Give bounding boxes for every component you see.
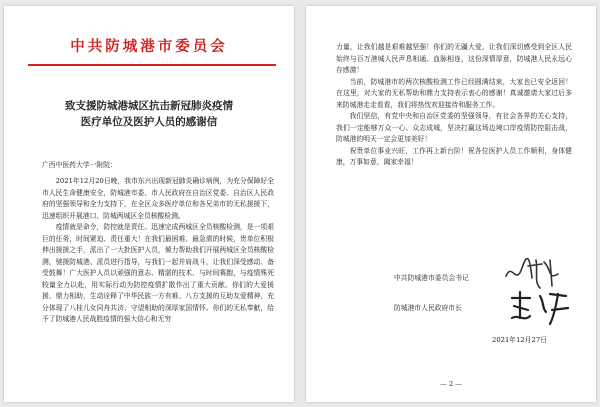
- page-number: — 2 —: [439, 380, 463, 388]
- letter-body-page-1: [42, 176, 274, 326]
- letter-title: [4, 98, 294, 130]
- paragraph: 疫情就是命令，防控就是责任。迅速完成两城区全员核酸检测，是一项艰巨的任务，时间紧迫、责任重大！在我们最困难、最急需的时候，贵单位积极伸出援援之手，派出了一大批医护人员，倾力帮助我们开展两城区全员核酸检测，驰援防城港、派员进行指导，与我们一起并肩战斗，让我们深受感动、备受鼓舞！广大医护人员以顽强的意志、精湛的技术、与时间赛跑，与疫情殊死较量全力以赴，用实际行动为防控疫情扩散作出了重大贡献。你们的大爱援援、鼎力相助，生动诠释了中华民族一方有难、八方支援的互助友爱精神，充分体现了八桂儿女同舟共济、守望相助的深厚家国情怀。你们的无私奉献，给予了防城港人民战胜疫情的强大信心和无穷: [42, 223, 274, 323]
- red-divider-line: [28, 64, 276, 66]
- title-line-1: 致支援防城港城区抗击新冠肺炎疫情: [65, 100, 233, 112]
- letter-body-page-2: [336, 42, 572, 169]
- paragraph: 2021年12月20日晚，我市东兴出现新冠肺炎确诊病例，为充分保障好全市人民生命健康安全，防城港市委、市人民政府在自治区党委、自治区人民政府的坚强领导和全力支持下，在全区众多医疗单位和各兄弟市的无私援援下，迅速组织开展港口、防城两城区全员核酸检测。: [42, 177, 274, 220]
- title-line-2: 医疗单位及医护人员的感谢信: [80, 116, 218, 128]
- paragraph: 当前，防城港市的两次核酸检测工作已经圆满结束，大家也已安全返回！在这里，对大家的无私帮助和鼎力支持表示衷心的感谢！真诚邀请大家过后多来防城港走走看看，我们将热忱欢迎接待和服务工作。: [336, 77, 572, 109]
- salutation: 广西中医药大学一附院：: [42, 161, 117, 169]
- handwritten-signature-1: [502, 256, 562, 292]
- paragraph: 祝贵单位事业兴旺，工作再上新台阶！祝各位医护人员工作顺利，身体健康，万事如意，阖家幸福！: [336, 146, 572, 166]
- signer-mayor: 防城港市人民政府市长: [394, 304, 462, 312]
- letter-date: 2021年12月27日: [492, 336, 547, 344]
- letter-page-2: [306, 6, 596, 402]
- letterhead: 中共防城港市委员会: [70, 38, 228, 55]
- handwritten-signature-2: [506, 288, 572, 328]
- letter-page-1: [4, 6, 294, 402]
- signer-party-secretary: 中共防城港市委员会书记: [394, 274, 469, 282]
- paragraph: 我们坚信，有党中央和自治区党委的坚强领导，有社会各界的关心支持，我们一定能够万众一心、众志成城，坚决打赢这场边境口岸疫情防控阻击战，防城港的明天一定会更加美好！: [336, 112, 572, 143]
- paragraph: 力量，让我们越是艰难越坚强！你们的无疆大爱，让我们深切感受到全区人民始终与百万港城人民声息相通、血脉相连，这份深情厚意，防城港人民永远心存感激！: [336, 43, 572, 74]
